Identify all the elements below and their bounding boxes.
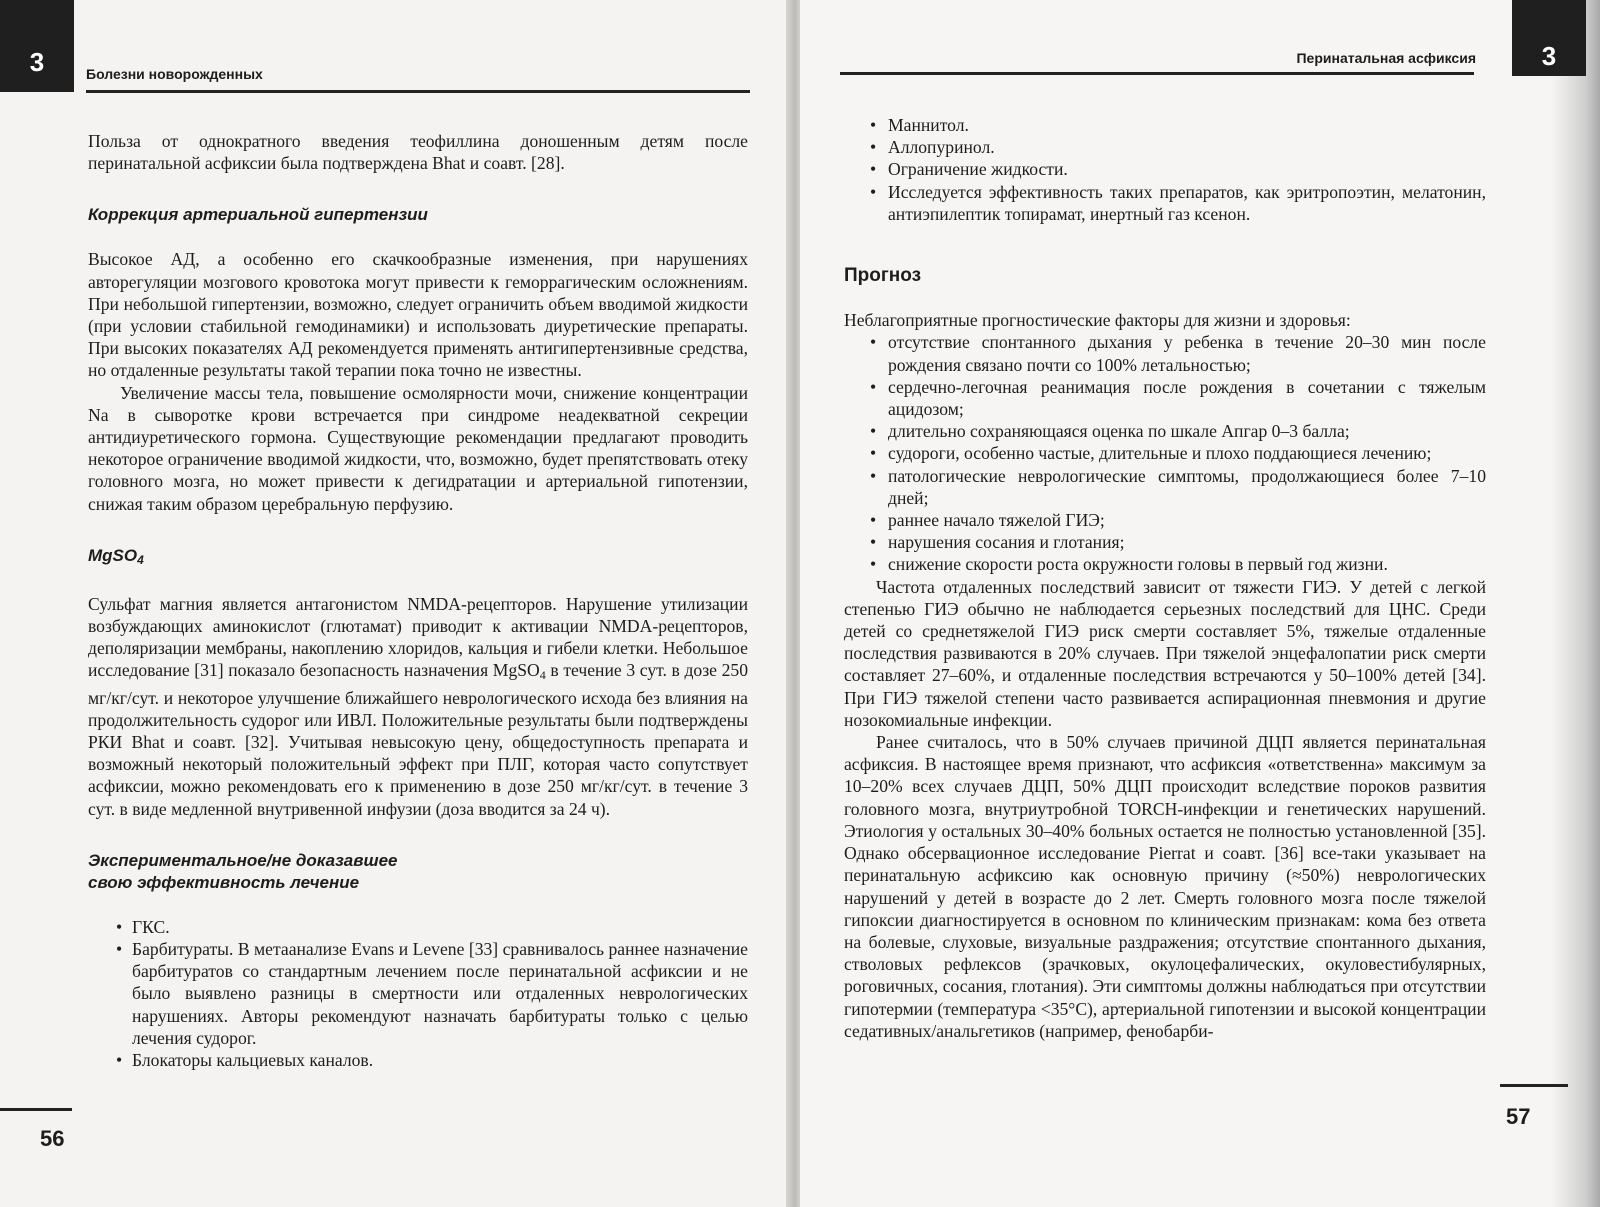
page-number-left: 56 [40, 1126, 65, 1151]
list-item: • Блокаторы кальциевых каналов. [88, 1049, 748, 1071]
section-heading-hypertension: Коррекция артериальной гипертензии [88, 205, 428, 225]
chapter-tab-right [1512, 0, 1586, 76]
header-rule-left [86, 90, 750, 93]
right-page [800, 0, 1600, 1207]
chapter-tab-left [0, 0, 74, 92]
mgso4-text-subscript: 4 [539, 668, 546, 683]
prognosis-intro: Неблагоприятные прогностические факторы для жизни и здоровья: [844, 310, 1351, 331]
list-item: • ГКС. [88, 916, 748, 938]
list-item: • патологические неврологические симптомы, продолжающиеся более 7–10 дней; [844, 465, 1486, 509]
section-heading-mgso4 [88, 545, 748, 571]
list-item: • Исследуется эффективность таких препаратов, как эритропоэтин, мелатонин, антиэпилептик топирамат, инертный газ ксенон. [844, 181, 1486, 225]
list-item: • Ограничение жидкости. [844, 158, 1486, 180]
footer-rule-right [1500, 1084, 1568, 1087]
left-column [88, 130, 748, 1071]
list-item: • снижение скорости роста окружности головы в первый год жизни. [844, 553, 1486, 575]
list-item: • раннее начало тяжелой ГИЭ; [844, 509, 1486, 531]
mgso4-text-a: Сульфат магния является антагонистом NMDA-рецепторов. Нарушение утилизации возбуждающих аминокислот (глютамат) приводит к активации NMDA-рецепторов, деполяризации мембраны, накоплению хлоридов, кальция и гибели клетки. Небольшое исследование [31] показало безопасность назначения MgSO [88, 593, 748, 681]
hypertension-paragraph-1: Высокое АД, а особенно его скачкообразные изменения, при нарушениях авторегуляции мозгового кровотока могут привести к геморрагическим осложнениям. При небольшой гипертензии, возможно, следует ограничить объем вводимой жидкости (при условии стабильной гемодинамики) и использовать диуретические препараты. При высоких показателях АД рекомендуется применять антигипертензивные средства, но отдаленные результаты такой терапии пока точно не известны. [88, 249, 748, 381]
list-item: • Барбитураты. В метаанализе Evans и Levene [33] сравнивалось раннее назначение барбитуратов со стандартным лечением после перинатальной асфиксии и не было выявлено разницы в смертности или отдаленных неврологических нарушениях. Авторы рекомендуют назначать барбитураты только с целью лечения судорог. [88, 938, 748, 1049]
mgso4-heading-text: MgSO [88, 545, 138, 565]
prognosis-paragraph-1: Частота отдаленных последствий зависит от тяжести ГИЭ. У детей с легкой степенью ГИЭ обычно не наблюдается серьезных последствий для ЦНС. Среди детей со среднетяжелой ГИЭ риск смерти составляет 5%, тяжелые отдаленные последствия развиваются в 20% случаев. При тяжелой энцефалопатии риск смерти составляет 27–60%, и отдаленные последствия встречаются у 50–100% детей [34]. При ГИЭ тяжелой степени часто развивается аспирационная пневмония и другие нозокомиальные инфекции. [844, 576, 1486, 730]
prognosis-factors-list [844, 331, 1486, 575]
list-item: • судороги, особенно частые, длительные и плохо поддающиеся лечению; [844, 442, 1486, 464]
header-rule-right [840, 72, 1474, 75]
mgso4-heading-subscript: 4 [137, 552, 144, 567]
footer-rule-left [0, 1108, 72, 1111]
chapter-number-right: 3 [1541, 41, 1557, 71]
list-item: • нарушения сосания и глотания; [844, 531, 1486, 553]
page-number-right: 57 [1506, 1104, 1531, 1129]
page-edge-shadow [1552, 0, 1600, 1207]
hypertension-paragraph-2: Увеличение массы тела, повышение осмолярности мочи, снижение концентрации Na в сыворотке крови встречается при синдроме неадекватной секреции антидиуретического гормона. Существующие рекомендации предлагают проводить некоторое ограничение вводимой жидкости, что, возможно, будет препятствовать отеку головного мозга, но может привести к дегидратации и артериальной гипотензии, снижая таким образом церебральную перфузию. [88, 382, 748, 514]
list-item: • длительно сохраняющаяся оценка по шкале Апгар 0–3 балла; [844, 420, 1486, 442]
experimental-list [88, 916, 748, 1071]
running-head-right: Перинатальная асфиксия [1296, 50, 1476, 66]
list-item: • отсутствие спонтанного дыхания у ребенка в течение 20–30 мин после рождения связано почти со 100% летальностью; [844, 331, 1486, 375]
prognosis-paragraph-2: Ранее считалось, что в 50% случаев причиной ДЦП является перинатальная асфиксия. В настоящее время признают, что асфиксия «ответственна» максимум за 10–20% всех случаев ДЦП, 50% ДЦП происходит вследствие пороков развития головного мозга, внутриутробной TORCH-инфекции и генетических нарушений. Этиология у остальных 30–40% больных остается не полностью установленной [35]. Однако обсервационное исследование Pierrat и соавт. [36] все-таки указывает на перинатальную асфиксию как основную причину (≈50%) неврологических нарушений у детей в возрасте до 2 лет. Смерть головного мозга после тяжелой гипоксии диагностируется в основном по клиническим признакам: кома без ответа на болевые, слуховые, визуальные раздражения; отсутствие спонтанного дыхания, стволовых рефлексов (зрачковых, окулоцефалических, окуловестибулярных, роговичных, сосания, глотания). Эти симптомы должны наблюдаться при отсутствии гипотермии (температура <35°С), артериальной гипотензии и высокой концентрации седативных/анальгетиков (например, фенобарби- [844, 732, 1486, 1041]
left-page [0, 0, 792, 1207]
chapter-number-left: 3 [29, 47, 45, 77]
experimental-heading-line2: свою эффективность лечение [88, 872, 360, 892]
mgso4-text-b: в течение 3 сут. в дозе 250 мг/кг/сут. и некоторое улучшение ближайшего неврологического исхода без влияния на продолжительность судорог или ИВЛ. Положительные результаты были подтверждены РКИ Bhat и соавт. [32]. Учитывая невысокую цену, общедоступность препарата и возможный некоторый положительный эффект при ПЛГ, которая часто сопутствует асфиксии, можно рекомендовать его к применению в дозе 250 мг/кг/сут. в течение 3 сут. в виде медленной внутривенной инфузии (доза вводится за 24 ч). [88, 660, 749, 819]
list-item: • Маннитол. [844, 114, 1486, 136]
mgso4-paragraph [88, 593, 748, 820]
list-item: • сердечно-легочная реанимация после рождения в сочетании с тяжелым ацидозом; [844, 376, 1486, 420]
running-head-left: Болезни новорожденных [86, 66, 263, 82]
section-heading-experimental [88, 850, 748, 894]
experimental-heading-line1: Экспериментальное/не доказавшее [88, 850, 398, 870]
right-column [844, 114, 1486, 1042]
intro-paragraph: Польза от однократного введения теофиллина доношенным детям после перинатальной асфиксии была подтверждена Bhat и соавт. [28]. [88, 131, 748, 174]
section-heading-prognosis: Прогноз [844, 265, 922, 287]
treatment-list-continued [844, 114, 1486, 225]
list-item: • Аллопуринол. [844, 136, 1486, 158]
